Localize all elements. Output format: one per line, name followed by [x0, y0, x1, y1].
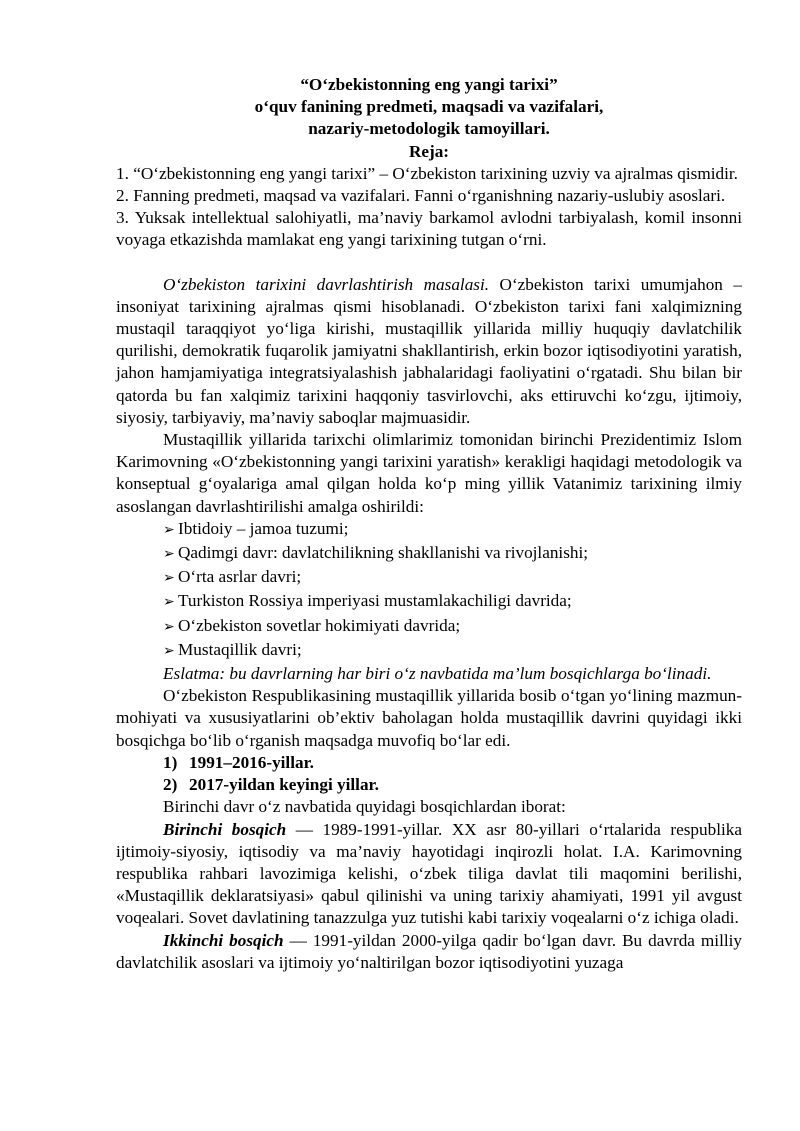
bullet-text: Mustaqillik davri;: [178, 639, 302, 659]
arrow-bullet-icon: ➢: [163, 571, 175, 587]
bullet-text: Qadimgi davr: davlatchilikning shakllanishi va rivojlanishi;: [178, 543, 589, 563]
item-number: 1): [163, 752, 178, 772]
bullet-text: O‘rta asrlar davri;: [178, 567, 302, 587]
intro-paragraph: [116, 274, 742, 429]
stage1-text: — 1989-1991-yillar. XX asr 80-yillari o‘rtalarida respublika ijtimoiy-siyosiy, iqtisodiy va ma’naviy hayotidagi inqirozli holat. I.A. Karimovning respublika rahbari lavozimiga kelishi, o‘zbek tiliga davlat tili maqomini berilishi, «Mustaqillik deklaratsiyasi» qabul qilinishi va uning tarixiy ahamiyati, 1991 yil avgust voqealari. Sovet davlatining tanazzulga yuz tutishi kabi tarixiy voqealarni o‘z ichiga oladi.: [116, 819, 742, 928]
bullet-item: [163, 518, 742, 542]
stage2-label: Ikkinchi bosqich: [163, 930, 284, 950]
item-number: 2): [163, 775, 178, 795]
title-line-2: o‘quv fanining predmeti, maqsadi va vazifalari,: [254, 97, 604, 117]
bullet-text: Turkiston Rossiya imperiyasi mustamlakachiligi davrida;: [178, 591, 572, 611]
bullet-item: [163, 590, 742, 614]
independence-paragraph: O‘zbekiston Respublikasining mustaqillik yillarida bosib o‘tgan yo‘lining mazmun-mohiyati va xususiyatlarini ob’ektiv baholagan holda mustaqillik davrini quyidagi ikki bosqichga bo‘lib o‘rganish maqsadga muvofiq bo‘lar edi.: [116, 686, 742, 750]
numbered-item: [163, 774, 742, 796]
bullet-text: O‘zbekiston sovetlar hokimiyati davrida;: [178, 615, 461, 635]
periodization-paragraph: Mustaqillik yillarida tarixchi olimlarimiz tomonidan birinchi Prezidentimiz Islom Karimovning «O‘zbekistonning yangi tarixini yaratish» kerakligi haqidagi metodologik va konseptual g‘oyalariga amal qilgan holda ko‘p ming yillik Vatanimiz tarixining ilmiy asoslangan davrlashtirilishi amalga oshirildi:: [116, 430, 742, 516]
stage2-paragraph: [116, 930, 742, 974]
arrow-bullet-icon: ➢: [163, 643, 175, 659]
stages-numbered-list: [116, 752, 742, 796]
plan-list: [116, 163, 742, 252]
arrow-bullet-icon: ➢: [163, 619, 175, 635]
stage1-label: Birinchi bosqich: [163, 819, 287, 839]
section-body: [116, 274, 742, 974]
bullet-item: [163, 542, 742, 566]
stage2-text: — 1991-yildan 2000-yilga qadir bo‘lgan davr. Bu davrda milliy davlatchilik asoslari va ijtimoiy yo‘naltirilgan bozor iqtisodiyotini yuzaga: [116, 930, 742, 972]
item-text: 2017-yildan keyingi yillar.: [189, 775, 379, 795]
plan-item: 2. Fanning predmeti, maqsad va vazifalari. Fanni o‘rganishning nazariy-uslubiy asoslari.: [116, 186, 726, 206]
plan-item: 3. Yuksak intellektual salohiyatli, ma’naviy barkamol avlodni tarbiyalash, komil insonni voyaga etkazishda mamlakat eng yangi tarixining tutgan o‘rni.: [116, 208, 742, 250]
item-text: 1991–2016-yillar.: [189, 752, 314, 772]
stage1-paragraph: [116, 819, 742, 930]
bullet-item: [163, 615, 742, 639]
numbered-item: [163, 752, 742, 774]
plan-heading: Reja:: [408, 141, 450, 161]
arrow-bullet-icon: ➢: [163, 522, 175, 538]
bullet-item: [163, 639, 742, 663]
arrow-bullet-icon: ➢: [163, 595, 175, 611]
bullet-item: [163, 566, 742, 590]
intro-paragraph-text: O‘zbekiston tarixi umumjahon – insoniyat tarixining ajralmas qismi hisoblanadi. O‘zbekiston tarixi fani xalqimizning mustaqil taraqqiyot yo‘liga kirishi, mustaqillik yillarida milliy huquqiy davlatchilik qurilishi, demokratik fuqarolik jamiyatni shakllantirish, erkin bozor iqtisodiyotini yaratish, jahon hamjamiyatiga integratsiyalashish jabhalaridagi faoliyatini o‘rgatadi. Shu bilan bir qatorda bu fan xalqimiz tarixini haqqoniy tasvirlovchi, aks ettiruvchi ko‘zgu, ijtimoiy, siyosiy, tarbiyaviy, ma’naviy saboqlar majmuasidir.: [116, 274, 742, 427]
plan-item: 1. “O‘zbekistonning eng yangi tarixi” – O‘zbekiston tarixining uzviy va ajralmas qismidir.: [116, 163, 738, 183]
section-heading: O‘zbekiston tarixini davrlashtirish masalasi.: [163, 274, 490, 294]
periods-bullet-list: [116, 518, 742, 663]
stages-intro-paragraph: Birinchi davr o‘z navbatida quyidagi bosqichlardan iborat:: [163, 797, 566, 817]
arrow-bullet-icon: ➢: [163, 547, 175, 563]
bullet-text: Ibtidoiy – jamoa tuzumi;: [178, 518, 349, 538]
section-gap: [116, 252, 742, 274]
document-title: [116, 74, 742, 163]
title-line-1: “O‘zbekistonning eng yangi tarixi”: [300, 75, 558, 94]
title-line-3: nazariy-metodologik tamoyillari.: [308, 119, 550, 139]
note-paragraph: Eslatma: bu davrlarning har biri o‘z navbatida ma’lum bosqichlarga bo‘linadi.: [163, 664, 712, 684]
